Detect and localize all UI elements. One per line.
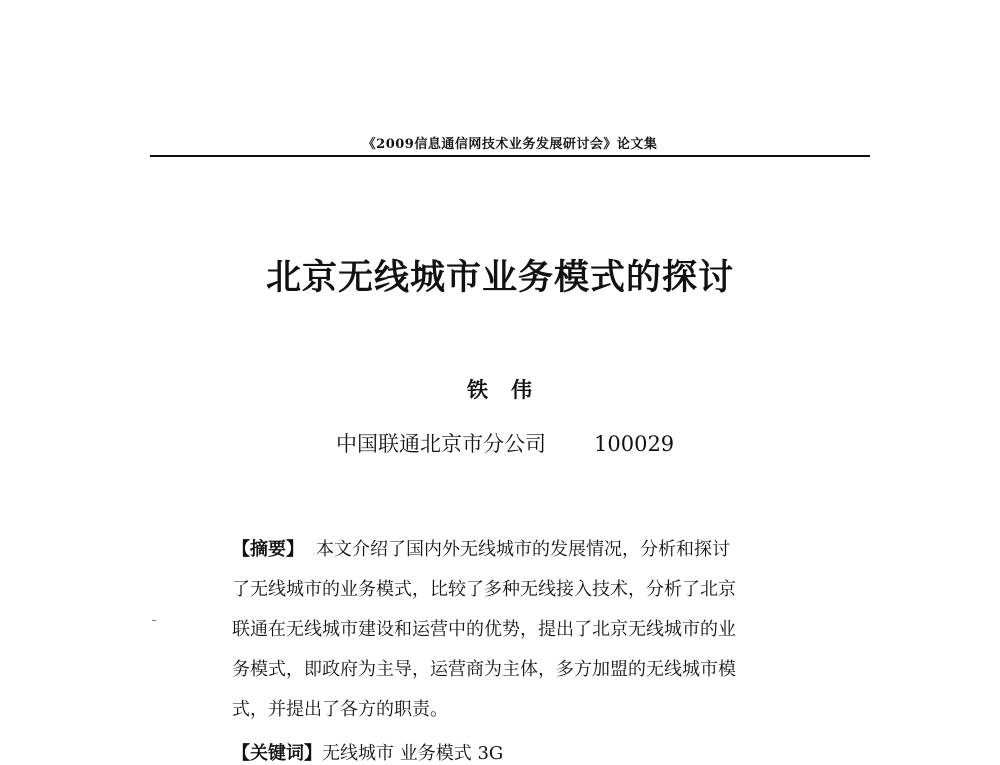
- abstract-line: 联通在无线城市建设和运营中的优势，提出了北京无线城市的业: [232, 619, 736, 640]
- abstract-line: [232, 530, 807, 570]
- keywords-label: 【关键词】: [232, 743, 322, 764]
- header-rule: [150, 155, 870, 157]
- margin-mark: [152, 620, 156, 621]
- abstract-text: 本文介绍了国内外无线城市的发展情况，分析和探讨: [316, 539, 730, 560]
- affiliation-organization: 中国联通北京市分公司: [336, 432, 546, 456]
- affiliation: [336, 428, 674, 458]
- keywords-text: 无线城市 业务模式 3G: [322, 743, 504, 764]
- author-name: 铁 伟: [467, 378, 533, 402]
- keywords: [232, 739, 503, 765]
- abstract-line: 了无线城市的业务模式，比较了多种无线接入技术，分析了北京: [232, 579, 736, 600]
- abstract: [232, 530, 807, 730]
- abstract-line: 式，并提出了各方的职责。: [232, 699, 448, 720]
- abstract-line: 务模式，即政府为主导，运营商为主体，多方加盟的无线城市模: [232, 659, 736, 680]
- abstract-label: 【摘要】: [232, 539, 304, 560]
- affiliation-postcode: 100029: [594, 432, 675, 456]
- running-header: 《2009信息通信网技术业务发展研讨会》论文集: [362, 137, 658, 152]
- paper-title: 北京无线城市业务模式的探讨: [265, 258, 734, 298]
